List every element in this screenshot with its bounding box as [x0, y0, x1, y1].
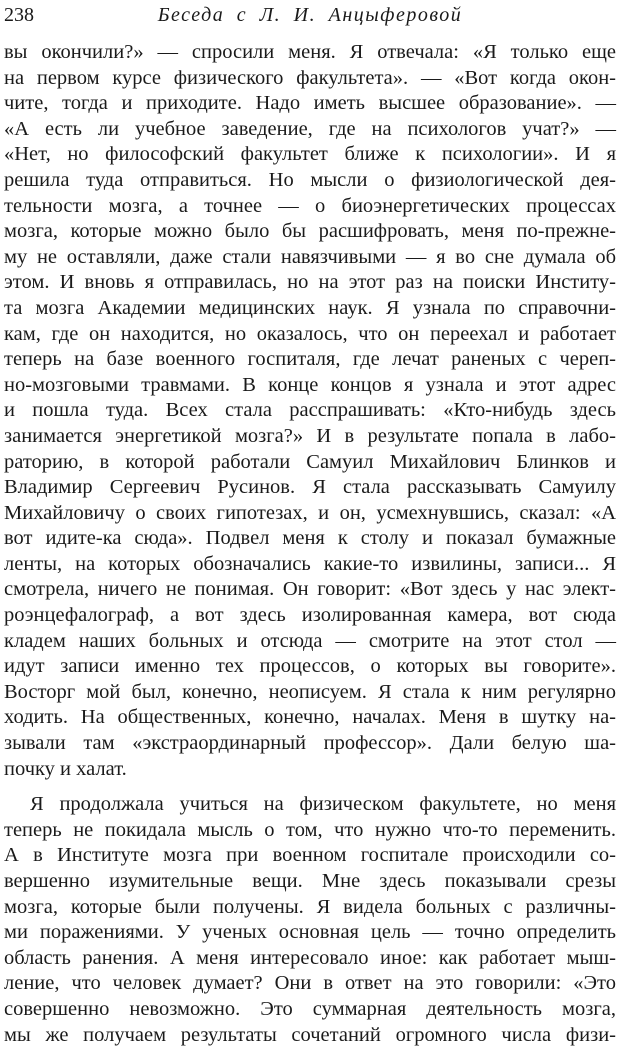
text-line: решила туда отправиться. Но мысли о физиологической дея- — [4, 168, 616, 191]
text-line: Восторг мой был, конечно, неописуем. Я стала к ним регулярно — [4, 680, 616, 703]
text-line: А в Институте мозга при военном госпитале происходили со- — [4, 844, 616, 867]
text-line: роэнцефалограф, а вот здесь изолированная камера, вот сюда — [4, 604, 616, 627]
text-line: совершенно невозможно. Это суммарная деятельность мозга, — [4, 997, 616, 1020]
text-line: идут записи именно тех процессов, о которых вы говорите». — [4, 655, 616, 678]
text-line: на первом курсе физического факультета». — «Вот когда окон- — [4, 66, 616, 89]
text-line: вы окончили?» — спросили меня. Я отвечала: «Я только еще — [4, 41, 616, 63]
text-line: вот идите-ка сюда». Подвел меня к столу и показал бумажные — [4, 527, 616, 550]
running-title: Беседа с Л. И. Анцыферовой — [157, 4, 463, 26]
text-line: чите, тогда и приходите. Надо иметь высшее образование». — — [4, 92, 616, 115]
text-line: но-мозговыми травмами. В конце концов я узнала и этот адрес — [4, 373, 616, 396]
text-line: кладем наших больных и отсюда — смотрите на этот стол — — [4, 629, 616, 652]
text-line: тельности мозга, а точнее — о биоэнергетических процессах — [4, 194, 616, 217]
text-line: и пошла туда. Всех стала расспрашивать: «Кто-нибудь здесь — [4, 399, 616, 422]
text-line: му не оставляли, даже стали навязчивыми — я во сне думала об — [4, 245, 616, 268]
text-line: почку и халат. — [4, 757, 127, 780]
text-line: раторию, в которой работали Самуил Михайлович Блинков и — [4, 450, 616, 473]
text-line: теперь не покидала мысль о том, что нужно что-то переменить. — [4, 818, 616, 841]
body-text — [4, 40, 616, 1048]
text-line: занимается энергетикой мозга?» И в результате попала в лабо- — [4, 424, 616, 447]
text-line: ленты, на которых обозначались какие-то извилины, записи... Я — [4, 552, 616, 575]
text-line: Я продолжала учиться на физическом факультете, но меня — [30, 793, 616, 816]
running-head — [4, 3, 616, 27]
text-line: область ранения. А меня интересовало иное: как работает мыш- — [4, 946, 616, 969]
text-line: теперь на базе военного госпиталя, где лечат раненых с череп- — [4, 348, 616, 371]
text-line: та мозга Академии медицинских наук. Я узнала по справочни- — [4, 296, 616, 319]
text-line: мозга, которые были получены. Я видела больных с различны- — [4, 895, 616, 918]
text-line: кам, где он находится, но оказалось, что он переехал и работает — [4, 322, 616, 345]
text-line: ходить. На общественных, конечно, началах. Меня в шутку на- — [4, 706, 616, 729]
text-line: Владимир Сергеевич Русинов. Я стала рассказывать Самуилу — [4, 476, 616, 499]
text-line: зывали там «экстраординарный профессор». Дали белую ша- — [4, 732, 616, 755]
text-line: этом. И вновь я отправилась, но на этот раз на поиски Институ- — [4, 271, 616, 294]
text-line: «Нет, но философский факультет ближе к психологии». И я — [4, 143, 616, 166]
text-line: ление, что человек думает? Они в ответ на это говорили: «Это — [4, 972, 616, 995]
text-line: «А есть ли учебное заведение, где на психологов учат?» — — [4, 117, 616, 140]
text-line: смотрела, ничего не понимая. Он говорит: «Вот здесь у нас элект- — [4, 578, 616, 601]
text-line: ми поражениями. У ученых основная цель — точно определить — [4, 921, 616, 944]
page-number: 238 — [4, 4, 34, 26]
text-line: мозга, которые можно было бы расшифровать, меня по-прежне- — [4, 220, 616, 243]
text-line: мы же получаем результаты сочетаний огромного числа физи- — [4, 1023, 616, 1046]
text-line: вершенно изумительные вещи. Мне здесь показывали срезы — [4, 870, 616, 892]
text-line: Михайловичу о своих гипотезах, и он, усмехнувшись, сказал: «А — [4, 501, 616, 524]
paragraph — [4, 792, 616, 1048]
paragraph — [4, 40, 616, 782]
